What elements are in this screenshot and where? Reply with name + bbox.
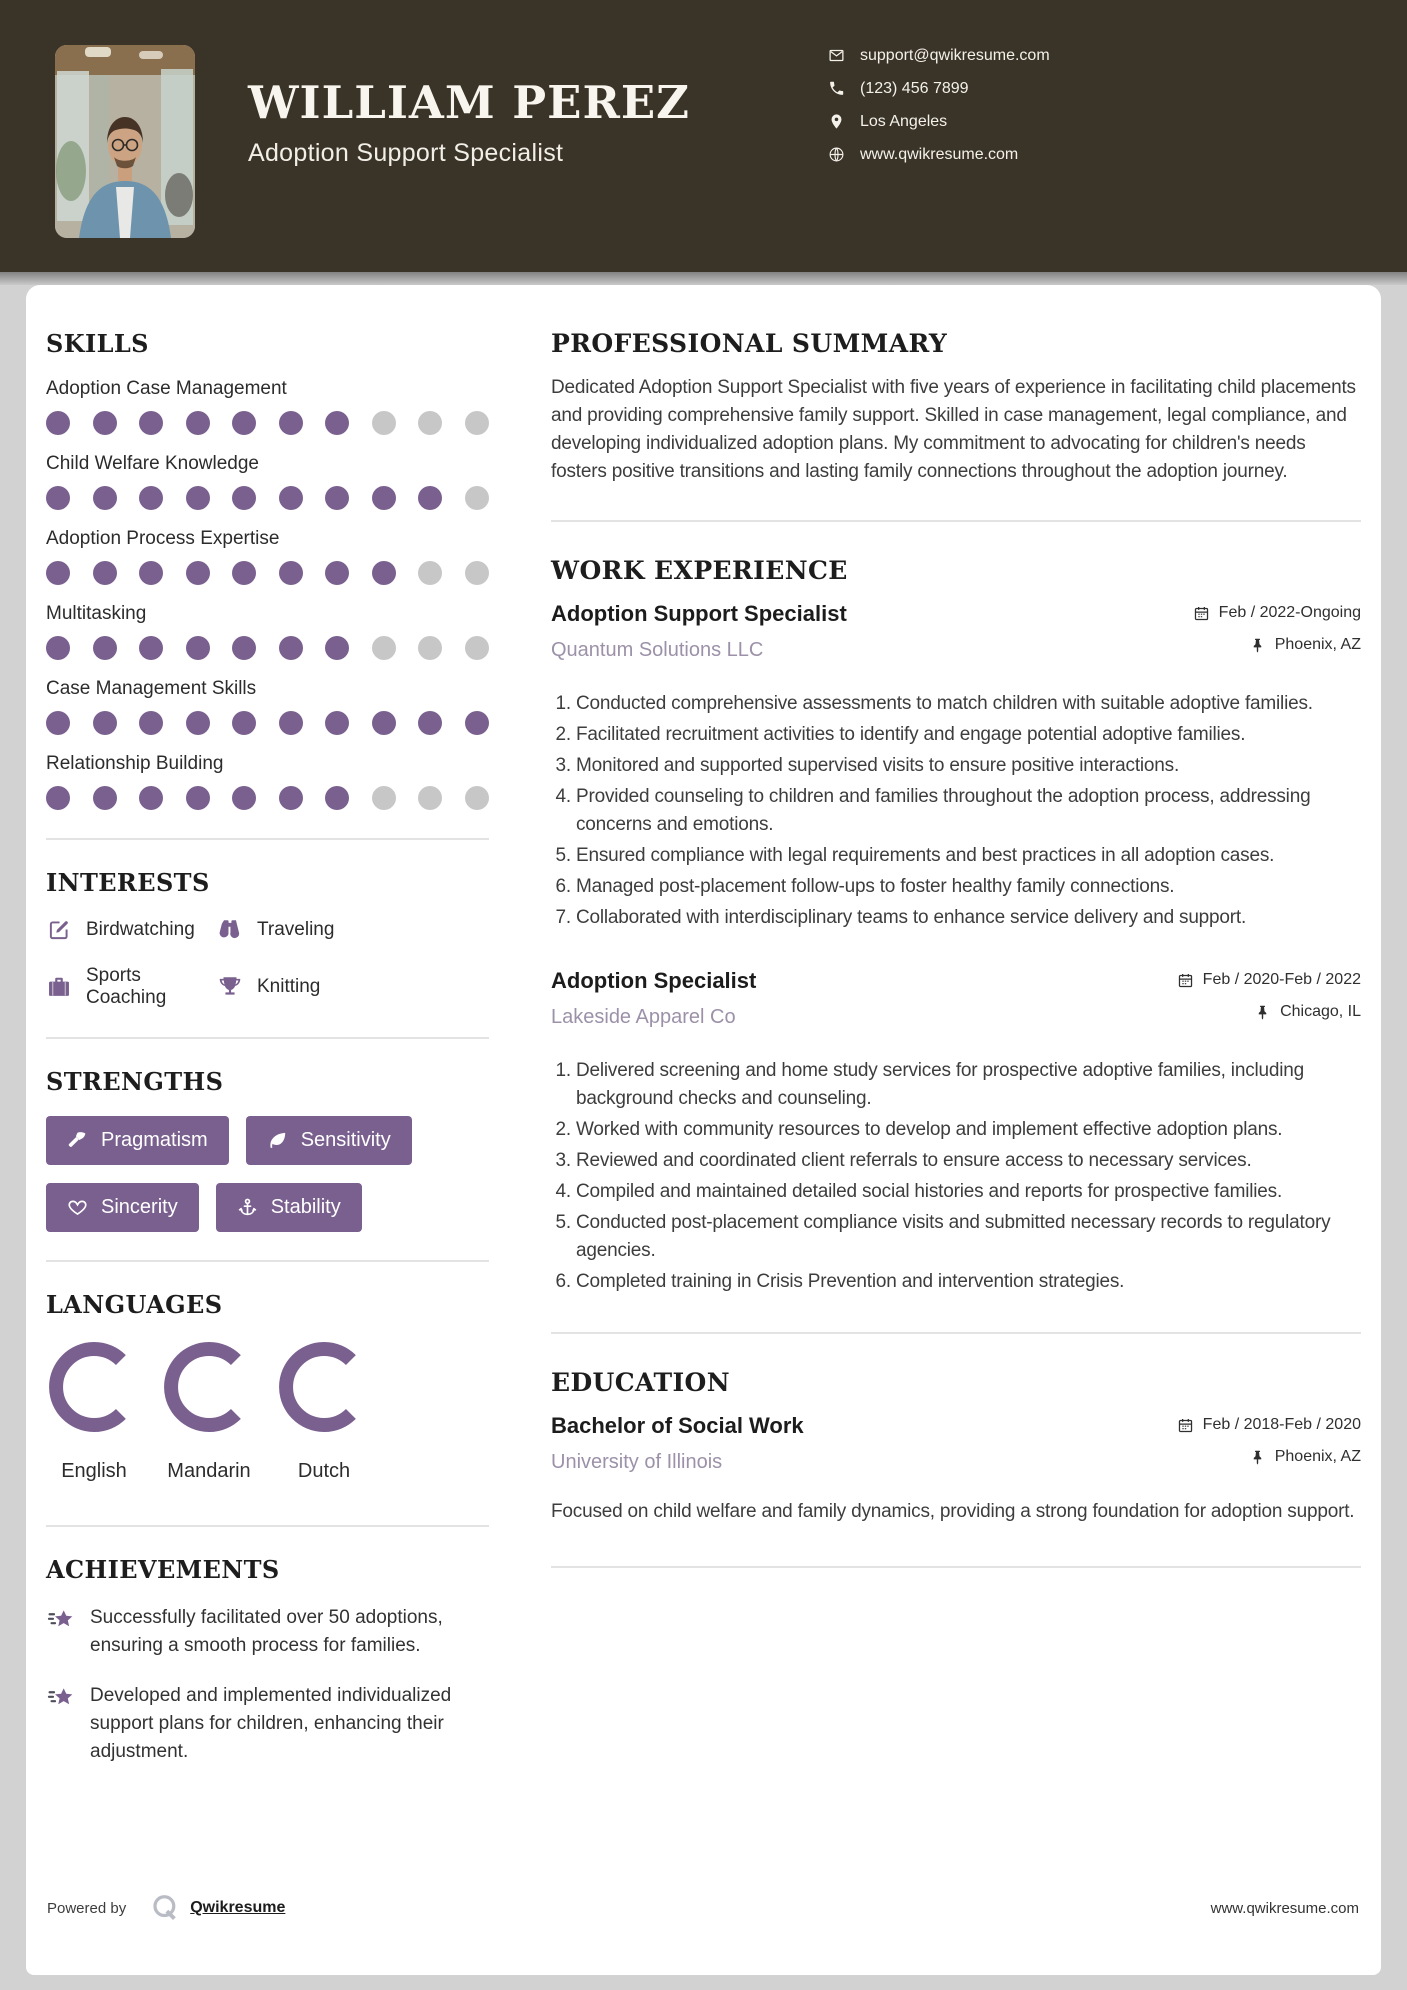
strength-badge — [246, 1116, 412, 1165]
job-bullet: 5. Conducted post-placement compliance visits and submitted necessary records to regulatory agencies. — [576, 1209, 1361, 1265]
rating-dot-empty — [465, 561, 489, 585]
profile-photo-image — [55, 45, 195, 238]
achievements-heading: ACHIEVEMENTS — [46, 1555, 280, 1584]
education-description: Focused on child welfare and family dynamics, providing a strong foundation for adoption support. — [551, 1501, 1355, 1522]
rating-dot-filled — [139, 561, 163, 585]
divider — [551, 1332, 1361, 1334]
rating-dot-empty — [372, 786, 396, 810]
interest-item — [46, 965, 217, 1009]
rating-dot-filled — [46, 636, 70, 660]
rating-dot-filled — [232, 711, 256, 735]
job-header — [551, 601, 1361, 668]
header-divider-strip — [0, 272, 1407, 285]
skill-name: Case Management Skills — [46, 678, 257, 699]
interest-label: Birdwatching — [86, 919, 195, 940]
rating-dot-filled — [186, 561, 210, 585]
rating-dot-empty — [465, 636, 489, 660]
strength-badge — [46, 1116, 229, 1165]
languages-heading: LANGUAGES — [46, 1290, 223, 1319]
rating-dot-filled — [232, 786, 256, 810]
divider — [46, 1037, 489, 1039]
rating-dot-empty — [465, 411, 489, 435]
achievement-text: Developed and implemented individualized support plans for children, enhancing their adjustment. — [90, 1685, 452, 1762]
summary-section — [551, 329, 1361, 486]
briefcase-icon — [46, 974, 72, 1000]
divider — [46, 1260, 489, 1262]
job-bullet: 3. Reviewed and coordinated client referrals to ensure access to necessary services. — [576, 1147, 1361, 1175]
rating-dot-filled — [46, 561, 70, 585]
skill-item — [46, 678, 489, 735]
strengths-section — [46, 1067, 489, 1250]
shooting-star-icon — [46, 1684, 77, 1715]
rating-dot-filled — [93, 411, 117, 435]
job-bullets — [551, 1057, 1361, 1296]
job-bullet: 5. Ensured compliance with legal requirements and best practices in all adoption cases. — [576, 842, 1361, 870]
skill-rating — [46, 786, 489, 810]
trophy-icon — [217, 974, 243, 1000]
location-icon — [828, 113, 845, 130]
achievement-item — [46, 1682, 489, 1766]
skill-rating — [46, 561, 489, 585]
language-item — [276, 1339, 372, 1483]
summary-heading: PROFESSIONAL SUMMARY — [551, 329, 948, 358]
rating-dot-filled — [93, 486, 117, 510]
strength-label: Pragmatism — [101, 1129, 208, 1151]
skill-item — [46, 453, 489, 510]
work-heading: WORK EXPERIENCE — [551, 556, 848, 585]
language-label: English — [61, 1460, 127, 1482]
language-gauge — [276, 1422, 372, 1439]
strength-label: Stability — [270, 1196, 341, 1218]
achievements-list — [46, 1604, 489, 1766]
rating-dot-filled — [325, 486, 349, 510]
divider — [551, 1566, 1361, 1568]
header — [0, 0, 1407, 272]
job-location-text: Phoenix, AZ — [1274, 636, 1361, 653]
rating-dot-filled — [372, 711, 396, 735]
skill-rating — [46, 411, 489, 435]
divider — [551, 520, 1361, 522]
contact-item — [828, 141, 1050, 168]
language-gauge — [46, 1422, 142, 1439]
powered-by-label: Powered by — [47, 1899, 127, 1917]
skill-item — [46, 603, 489, 660]
skills-heading: SKILLS — [46, 329, 149, 358]
calendar-icon — [1193, 605, 1210, 622]
interests-heading: INTERESTS — [46, 868, 210, 897]
job-location — [1193, 636, 1361, 654]
rating-dot-filled — [46, 411, 70, 435]
person-name: WILLIAM PEREZ — [248, 76, 690, 129]
email-icon — [828, 47, 845, 64]
rating-dot-filled — [372, 486, 396, 510]
rating-dot-filled — [139, 711, 163, 735]
rating-dot-filled — [46, 786, 70, 810]
education-meta — [1177, 1413, 1361, 1480]
skill-item — [46, 378, 489, 435]
rating-dot-filled — [93, 786, 117, 810]
skill-item — [46, 753, 489, 810]
achievement-item — [46, 1604, 489, 1660]
rating-dot-filled — [325, 561, 349, 585]
summary-text: Dedicated Adoption Support Specialist with five years of experience in facilitating child placements and providing comprehensive family support. Skilled in case management, legal compliance, and developing individualized adoption plans. My commitment to advocating for children's needs fosters positive transitions and lasting family connections throughout the adoption journey. — [551, 377, 1356, 482]
job-date-text: Feb / 2022-Ongoing — [1218, 604, 1361, 621]
rating-dot-filled — [139, 636, 163, 660]
education-location-text: Phoenix, AZ — [1274, 1448, 1361, 1465]
contact-text: (123) 456 7899 — [860, 79, 969, 97]
languages-list — [46, 1339, 489, 1483]
job-meta — [1177, 968, 1361, 1035]
rating-dot-filled — [279, 636, 303, 660]
school-name: University of Illinois — [551, 1451, 723, 1473]
job-bullet: 3. Monitored and supported supervised visits to ensure positive interactions. — [576, 752, 1361, 780]
pushpin-icon — [1254, 1004, 1271, 1021]
skills-section — [46, 329, 489, 810]
rating-dot-filled — [186, 411, 210, 435]
rating-dot-filled — [325, 711, 349, 735]
axe-icon — [67, 1130, 88, 1151]
qwikresume-logo-icon — [150, 1893, 180, 1923]
skill-name: Relationship Building — [46, 753, 224, 774]
strengths-heading: STRENGTHS — [46, 1067, 224, 1096]
divider — [46, 838, 489, 840]
rating-dot-filled — [279, 786, 303, 810]
shooting-star-icon — [46, 1606, 77, 1637]
achievements-section — [46, 1555, 489, 1766]
contact-text: Los Angeles — [860, 112, 948, 130]
rating-dot-filled — [279, 486, 303, 510]
job-company: Lakeside Apparel Co — [551, 1006, 736, 1028]
rating-dot-filled — [186, 486, 210, 510]
skill-name: Multitasking — [46, 603, 147, 624]
job-bullet: 6. Managed post-placement follow-ups to foster healthy family connections. — [576, 873, 1361, 901]
job-location-text: Chicago, IL — [1280, 1003, 1361, 1020]
rating-dot-empty — [465, 486, 489, 510]
rating-dot-empty — [418, 561, 442, 585]
education-date — [1177, 1416, 1361, 1434]
education-date-text: Feb / 2018-Feb / 2020 — [1202, 1416, 1361, 1433]
rating-dot-filled — [325, 636, 349, 660]
skill-rating — [46, 636, 489, 660]
language-label: Dutch — [297, 1460, 351, 1482]
rating-dot-filled — [232, 636, 256, 660]
rating-dot-filled — [93, 636, 117, 660]
education-list — [551, 1413, 1361, 1526]
right-column — [551, 329, 1361, 1865]
footer-powered-by — [47, 1893, 285, 1923]
job-company: Quantum Solutions LLC — [551, 639, 764, 661]
language-gauge — [161, 1422, 257, 1439]
rating-dot-filled — [465, 711, 489, 735]
skill-rating — [46, 711, 489, 735]
interest-item — [217, 917, 489, 943]
rating-dot-filled — [232, 411, 256, 435]
rating-dot-filled — [232, 561, 256, 585]
resume-sheet — [26, 285, 1381, 1975]
work-experience-section — [551, 556, 1361, 1296]
strength-label: Sincerity — [101, 1196, 178, 1218]
contact-list — [828, 42, 1050, 174]
divider — [46, 1525, 489, 1527]
person-job-title: Adoption Support Specialist — [248, 139, 564, 167]
job-entry — [551, 601, 1361, 932]
pushpin-icon — [1249, 1449, 1266, 1466]
rating-dot-filled — [186, 711, 210, 735]
rating-dot-filled — [279, 411, 303, 435]
language-item — [161, 1339, 257, 1483]
rating-dot-filled — [139, 486, 163, 510]
qwikresume-link[interactable]: Qwikresume — [190, 1899, 286, 1916]
job-title: Adoption Support Specialist — [551, 601, 847, 626]
rating-dot-filled — [279, 561, 303, 585]
job-bullet: 1. Conducted comprehensive assessments to match children with suitable adoptive families. — [576, 690, 1361, 718]
strength-badge — [46, 1183, 199, 1232]
phone-icon — [828, 80, 845, 97]
education-heading: EDUCATION — [551, 1368, 730, 1397]
rating-dot-filled — [139, 411, 163, 435]
job-bullet: 2. Worked with community resources to develop and implement effective adoption plans. — [576, 1116, 1361, 1144]
job-title: Adoption Specialist — [551, 968, 757, 993]
skill-name: Adoption Case Management — [46, 378, 287, 399]
rating-dot-empty — [418, 786, 442, 810]
interest-item — [217, 965, 489, 1009]
rating-dot-filled — [418, 486, 442, 510]
strength-badge — [216, 1183, 362, 1232]
anchor-icon — [237, 1197, 258, 1218]
rating-dot-filled — [46, 486, 70, 510]
rating-dot-filled — [325, 411, 349, 435]
jobs-list — [551, 601, 1361, 1296]
rating-dot-empty — [372, 636, 396, 660]
job-meta — [1193, 601, 1361, 668]
degree-title: Bachelor of Social Work — [551, 1413, 804, 1438]
rating-dot-empty — [418, 411, 442, 435]
job-date-text: Feb / 2020-Feb / 2022 — [1202, 971, 1361, 988]
contact-item — [828, 42, 1050, 69]
rating-dot-filled — [186, 786, 210, 810]
job-bullet: 4. Compiled and maintained detailed social histories and reports for prospective families. — [576, 1178, 1361, 1206]
job-title-block — [551, 601, 847, 662]
interest-label: Sports Coaching — [86, 965, 167, 1008]
profile-photo — [55, 45, 195, 238]
skill-name: Child Welfare Knowledge — [46, 453, 259, 474]
skill-item — [46, 528, 489, 585]
contact-item — [828, 108, 1050, 135]
rating-dot-filled — [279, 711, 303, 735]
interests-list — [46, 917, 489, 1009]
strength-label: Sensitivity — [300, 1129, 391, 1151]
calendar-icon — [1177, 1417, 1194, 1434]
globe-icon — [828, 146, 845, 163]
education-title-block — [551, 1413, 804, 1474]
rating-dot-filled — [418, 711, 442, 735]
language-label: Mandarin — [167, 1460, 251, 1482]
rating-dot-filled — [325, 786, 349, 810]
skill-rating — [46, 486, 489, 510]
job-bullet: 6. Completed training in Crisis Prevention and intervention strategies. — [576, 1268, 1361, 1296]
interest-label: Traveling — [257, 919, 335, 940]
job-bullet: 4. Provided counseling to children and families throughout the adoption process, addressing concerns and emotions. — [576, 783, 1361, 839]
contact-item — [828, 75, 1050, 102]
job-bullet: 2. Facilitated recruitment activities to identify and engage potential adoptive families. — [576, 721, 1361, 749]
rating-dot-empty — [372, 411, 396, 435]
interest-label: Knitting — [257, 976, 321, 997]
job-entry — [551, 968, 1361, 1296]
calendar-icon — [1177, 972, 1194, 989]
identity-block — [248, 76, 690, 168]
strengths-list — [46, 1116, 489, 1250]
contact-text: www.qwikresume.com — [860, 145, 1019, 163]
heart-icon — [67, 1197, 88, 1218]
education-header — [551, 1413, 1361, 1480]
interest-item — [46, 917, 217, 943]
language-item — [46, 1339, 142, 1483]
interests-section — [46, 868, 489, 1009]
languages-section — [46, 1290, 489, 1483]
rating-dot-filled — [186, 636, 210, 660]
rating-dot-filled — [372, 561, 396, 585]
job-bullets — [551, 690, 1361, 932]
job-bullet: 7. Collaborated with interdisciplinary teams to enhance service delivery and support. — [576, 904, 1361, 932]
pushpin-icon — [1249, 637, 1266, 654]
job-bullet: 1. Delivered screening and home study services for prospective adoptive families, including background checks and counseling. — [576, 1057, 1361, 1113]
leaf-icon — [267, 1130, 288, 1151]
binoculars-icon — [217, 917, 243, 943]
job-header — [551, 968, 1361, 1035]
contact-text: support@qwikresume.com — [860, 46, 1050, 64]
education-location — [1177, 1448, 1361, 1466]
job-date — [1193, 604, 1361, 622]
education-section — [551, 1368, 1361, 1526]
job-location — [1177, 1003, 1361, 1021]
rating-dot-filled — [46, 711, 70, 735]
rating-dot-filled — [139, 786, 163, 810]
pencil-square-icon — [46, 917, 72, 943]
rating-dot-filled — [93, 711, 117, 735]
skill-name: Adoption Process Expertise — [46, 528, 280, 549]
rating-dot-filled — [232, 486, 256, 510]
left-column — [46, 329, 489, 1865]
job-title-block — [551, 968, 756, 1029]
education-entry — [551, 1413, 1361, 1526]
job-date — [1177, 971, 1361, 989]
achievement-text: Successfully facilitated over 50 adoptions, ensuring a smooth process for families. — [90, 1607, 443, 1656]
rating-dot-empty — [418, 636, 442, 660]
rating-dot-filled — [93, 561, 117, 585]
footer-website: www.qwikresume.com — [1210, 1900, 1359, 1917]
skills-list — [46, 378, 489, 810]
rating-dot-empty — [465, 786, 489, 810]
